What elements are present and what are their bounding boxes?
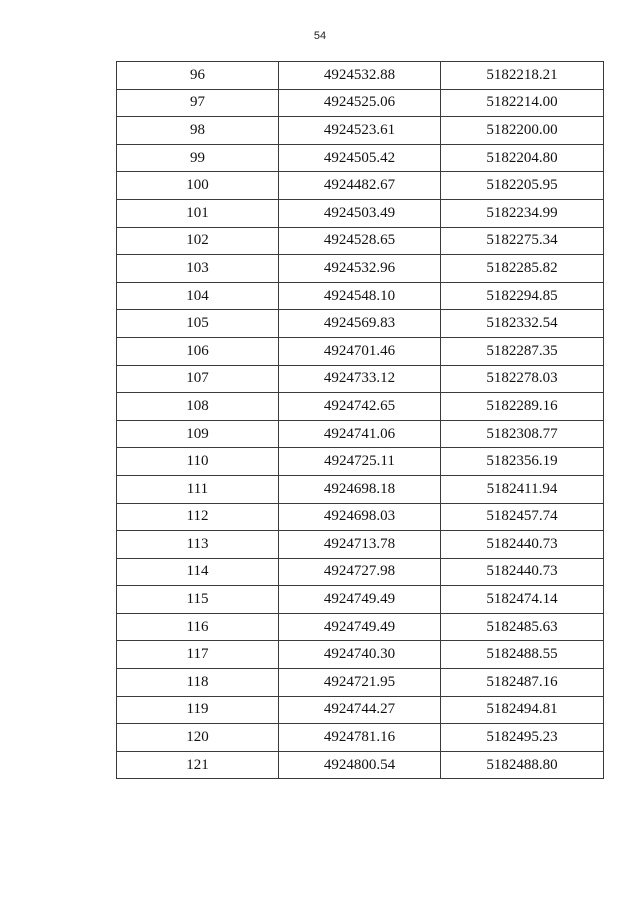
- y-coordinate-cell: 5182440.73: [441, 531, 604, 559]
- point-number-cell: 121: [117, 751, 279, 779]
- table-row: [117, 144, 604, 172]
- x-coordinate-cell: 4924532.96: [279, 255, 441, 283]
- point-number-cell: 101: [117, 199, 279, 227]
- point-number-cell: 100: [117, 172, 279, 200]
- table-row: [117, 475, 604, 503]
- table-row: [117, 751, 604, 779]
- x-coordinate-cell: 4924569.83: [279, 310, 441, 338]
- point-number-cell: 104: [117, 282, 279, 310]
- point-number-cell: 106: [117, 337, 279, 365]
- x-coordinate-cell: 4924800.54: [279, 751, 441, 779]
- x-coordinate-cell: 4924781.16: [279, 724, 441, 752]
- point-number-cell: 111: [117, 475, 279, 503]
- point-number-cell: 118: [117, 669, 279, 697]
- y-coordinate-cell: 5182205.95: [441, 172, 604, 200]
- y-coordinate-cell: 5182294.85: [441, 282, 604, 310]
- point-number-cell: 96: [117, 62, 279, 90]
- x-coordinate-cell: 4924548.10: [279, 282, 441, 310]
- point-number-cell: 109: [117, 420, 279, 448]
- point-number-cell: 105: [117, 310, 279, 338]
- x-coordinate-cell: 4924744.27: [279, 696, 441, 724]
- x-coordinate-cell: 4924741.06: [279, 420, 441, 448]
- x-coordinate-cell: 4924727.98: [279, 558, 441, 586]
- x-coordinate-cell: 4924698.18: [279, 475, 441, 503]
- table-row: [117, 310, 604, 338]
- table-row: [117, 172, 604, 200]
- y-coordinate-cell: 5182200.00: [441, 117, 604, 145]
- x-coordinate-cell: 4924698.03: [279, 503, 441, 531]
- point-number-cell: 102: [117, 227, 279, 255]
- point-number-cell: 108: [117, 393, 279, 421]
- table-row: [117, 365, 604, 393]
- table-row: [117, 448, 604, 476]
- table-row: [117, 62, 604, 90]
- y-coordinate-cell: 5182494.81: [441, 696, 604, 724]
- x-coordinate-cell: 4924725.11: [279, 448, 441, 476]
- x-coordinate-cell: 4924733.12: [279, 365, 441, 393]
- page-number: 54: [313, 30, 327, 42]
- y-coordinate-cell: 5182356.19: [441, 448, 604, 476]
- x-coordinate-cell: 4924482.67: [279, 172, 441, 200]
- table-row: [117, 117, 604, 145]
- x-coordinate-cell: 4924749.49: [279, 586, 441, 614]
- table-row: [117, 282, 604, 310]
- x-coordinate-cell: 4924525.06: [279, 89, 441, 117]
- y-coordinate-cell: 5182308.77: [441, 420, 604, 448]
- x-coordinate-cell: 4924701.46: [279, 337, 441, 365]
- point-number-cell: 112: [117, 503, 279, 531]
- table-row: [117, 724, 604, 752]
- point-number-cell: 114: [117, 558, 279, 586]
- x-coordinate-cell: 4924503.49: [279, 199, 441, 227]
- y-coordinate-cell: 5182332.54: [441, 310, 604, 338]
- point-number-cell: 103: [117, 255, 279, 283]
- point-number-cell: 113: [117, 531, 279, 559]
- y-coordinate-cell: 5182218.21: [441, 62, 604, 90]
- y-coordinate-cell: 5182485.63: [441, 613, 604, 641]
- y-coordinate-cell: 5182440.73: [441, 558, 604, 586]
- point-number-cell: 116: [117, 613, 279, 641]
- y-coordinate-cell: 5182285.82: [441, 255, 604, 283]
- point-number-cell: 115: [117, 586, 279, 614]
- y-coordinate-cell: 5182234.99: [441, 199, 604, 227]
- coordinates-table-body: [117, 62, 604, 779]
- table-row: [117, 89, 604, 117]
- table-row: [117, 558, 604, 586]
- table-row: [117, 255, 604, 283]
- table-row: [117, 503, 604, 531]
- y-coordinate-cell: 5182487.16: [441, 669, 604, 697]
- y-coordinate-cell: 5182488.55: [441, 641, 604, 669]
- point-number-cell: 119: [117, 696, 279, 724]
- y-coordinate-cell: 5182495.23: [441, 724, 604, 752]
- table-row: [117, 696, 604, 724]
- table-row: [117, 641, 604, 669]
- point-number-cell: 97: [117, 89, 279, 117]
- table-row: [117, 613, 604, 641]
- table-row: [117, 227, 604, 255]
- table-row: [117, 586, 604, 614]
- x-coordinate-cell: 4924713.78: [279, 531, 441, 559]
- x-coordinate-cell: 4924505.42: [279, 144, 441, 172]
- point-number-cell: 107: [117, 365, 279, 393]
- table-row: [117, 199, 604, 227]
- table-row: [117, 669, 604, 697]
- point-number-cell: 99: [117, 144, 279, 172]
- y-coordinate-cell: 5182278.03: [441, 365, 604, 393]
- point-number-cell: 98: [117, 117, 279, 145]
- point-number-cell: 117: [117, 641, 279, 669]
- coordinates-table: [116, 61, 604, 779]
- x-coordinate-cell: 4924523.61: [279, 117, 441, 145]
- x-coordinate-cell: 4924721.95: [279, 669, 441, 697]
- table-row: [117, 393, 604, 421]
- point-number-cell: 110: [117, 448, 279, 476]
- y-coordinate-cell: 5182275.34: [441, 227, 604, 255]
- x-coordinate-cell: 4924749.49: [279, 613, 441, 641]
- x-coordinate-cell: 4924528.65: [279, 227, 441, 255]
- y-coordinate-cell: 5182488.80: [441, 751, 604, 779]
- table-row: [117, 420, 604, 448]
- point-number-cell: 120: [117, 724, 279, 752]
- y-coordinate-cell: 5182474.14: [441, 586, 604, 614]
- y-coordinate-cell: 5182287.35: [441, 337, 604, 365]
- y-coordinate-cell: 5182457.74: [441, 503, 604, 531]
- x-coordinate-cell: 4924740.30: [279, 641, 441, 669]
- y-coordinate-cell: 5182289.16: [441, 393, 604, 421]
- y-coordinate-cell: 5182411.94: [441, 475, 604, 503]
- table-row: [117, 531, 604, 559]
- x-coordinate-cell: 4924532.88: [279, 62, 441, 90]
- x-coordinate-cell: 4924742.65: [279, 393, 441, 421]
- y-coordinate-cell: 5182204.80: [441, 144, 604, 172]
- table-row: [117, 337, 604, 365]
- y-coordinate-cell: 5182214.00: [441, 89, 604, 117]
